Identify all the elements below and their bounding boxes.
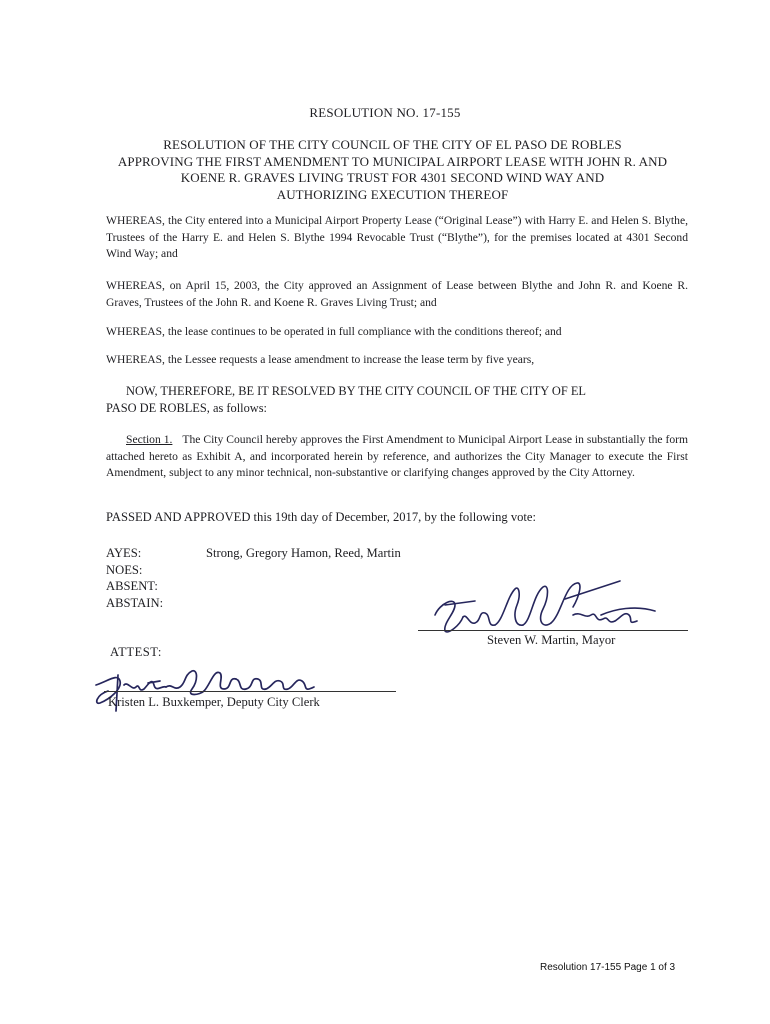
title-line: AUTHORIZING EXECUTION THEREOF: [276, 186, 509, 202]
whereas-paragraph: WHEREAS, the lease continues to be operated in full compliance with the conditions thereof; and: [106, 325, 562, 338]
mayor-signature-line: [418, 630, 688, 631]
vote-row-ayes: [106, 545, 401, 562]
resolution-title: [100, 137, 685, 203]
resolved-line: PASO DE ROBLES, as follows:: [106, 400, 267, 415]
vote-label: ABSENT:: [106, 579, 158, 593]
vote-row-abstain: [106, 595, 401, 612]
resolution-number: RESOLUTION NO. 17-155: [309, 105, 461, 120]
vote-row-absent: [106, 578, 401, 595]
clerk-name: Kristen L. Buxkemper, Deputy City Clerk: [108, 695, 320, 709]
resolved-clause: [106, 383, 688, 416]
clerk-signature-line: [104, 691, 396, 692]
passed-statement: PASSED AND APPROVED this 19th day of December, 2017, by the following vote:: [106, 510, 537, 524]
vote-label: ABSTAIN:: [106, 595, 164, 610]
section-label: Section 1.: [126, 433, 173, 446]
vote-value: Strong, Gregory Hamon, Reed, Martin: [206, 546, 401, 560]
mayor-name: Steven W. Martin, Mayor: [487, 633, 616, 647]
section-text: The City Council hereby approves the First Amendment to Municipal Airport Lease in substantially the form attached hereto as Exhibit A, and incorporated herein by reference, and authorizes the City Manager to execute the First Amendment, subject to any minor technical, non-substantive or clarifying changes approved by the City Attorney.: [106, 433, 689, 479]
page-footer: Resolution 17-155 Page 1 of 3: [540, 962, 676, 973]
vote-label: AYES:: [106, 546, 142, 560]
vote-label: NOES:: [106, 562, 143, 577]
title-line: APPROVING THE FIRST AMENDMENT TO MUNICIPAL AIRPORT LEASE WITH JOHN R. AND: [117, 153, 668, 169]
vote-table: [106, 545, 401, 611]
whereas-paragraph: WHEREAS, the Lessee requests a lease amendment to increase the lease term by five years,: [106, 353, 535, 366]
section-1: [106, 432, 688, 482]
whereas-paragraph: WHEREAS, the City entered into a Municipal Airport Property Lease (“Original Lease”) with Harry E. and Helen S. Blythe, Trustees of the Harry E. and Helen S. Blythe 1994 Revocable Trust (“Blythe”), for the premises located at 4301 Second Wind Way; and: [106, 214, 688, 260]
title-line: KOENE R. GRAVES LIVING TRUST FOR 4301 SECOND WIND WAY AND: [180, 170, 605, 185]
title-line: RESOLUTION OF THE CITY COUNCIL OF THE CITY OF EL PASO DE ROBLES: [163, 137, 622, 152]
attest-label: ATTEST:: [110, 645, 162, 659]
whereas-paragraph: WHEREAS, on April 15, 2003, the City approved an Assignment of Lease between Blythe and John R. and Koene R. Graves, Trustees of the John R. and Koene R. Graves Living Trust; and: [106, 279, 688, 309]
resolved-line: NOW, THEREFORE, BE IT RESOLVED BY THE CITY COUNCIL OF THE CITY OF EL: [126, 384, 586, 398]
vote-row-noes: [106, 562, 401, 579]
